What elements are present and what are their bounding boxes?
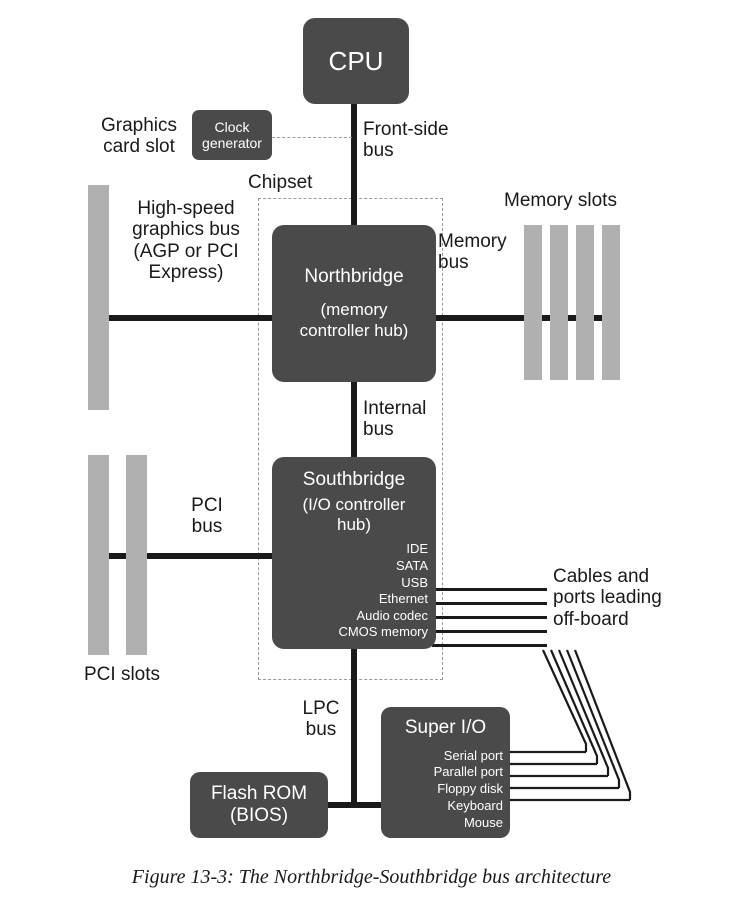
southbridge-port: Ethernet [378,591,428,607]
label-memory-bus [438,231,538,274]
label-line: PCI [191,495,223,516]
label-line: Cables and [553,566,650,587]
super-io-port: Floppy disk [437,781,503,797]
wire-lpc-bus-vertical [351,645,357,805]
cable-sb-5 [432,644,547,647]
super-io-port: Keyboard [447,798,503,814]
super-io-port-list [434,748,503,832]
graphics-card-slot [88,185,109,410]
wire-front-side-bus [351,100,357,232]
cable-sb-1 [432,588,547,591]
label-line: bus [191,516,223,538]
label-memory-slots [504,190,684,211]
flash-rom-label-line1: Flash ROM [210,783,308,804]
memory-slot-2 [550,225,568,380]
figure-caption: Figure 13-3: The Northbridge-Southbridge bus architecture [131,866,612,888]
super-io-port: Parallel port [433,764,503,780]
label-line: LPC [302,698,340,719]
clock-generator-block[interactable] [192,110,272,160]
label-high-speed-graphics-bus [110,198,262,283]
super-io-port: Serial port [443,747,503,763]
label-internal-bus [363,398,463,441]
wire-graphics-bus [98,315,280,321]
label-line: graphics bus [132,219,240,241]
cable-sb-3 [432,616,547,619]
southbridge-port: USB [401,574,428,590]
label-pci-bus [162,495,252,538]
southbridge-port: SATA [395,557,428,573]
pci-slot-1 [88,455,109,655]
label-line: High-speed [137,198,235,219]
memory-slot-4 [602,225,620,380]
cable-sb-2 [432,602,547,605]
northbridge-title: Northbridge [304,266,404,288]
southbridge-title: Southbridge [302,469,406,490]
southbridge-sub-line2: hub) [336,515,372,535]
memory-slot-3 [576,225,594,380]
super-io-block[interactable] [381,707,510,838]
label-line: Memory slots [504,190,617,211]
southbridge-port: Audio codec [356,607,428,623]
cpu-block[interactable] [303,18,409,104]
northbridge-block[interactable] [272,225,436,382]
label-line: bus [363,140,394,162]
clock-generator-label-line2: generator [202,135,262,151]
northbridge-sub-line1: (memory [320,300,388,320]
super-io-port: Mouse [463,815,503,831]
southbridge-sub-line1: (I/O controller [302,495,406,514]
southbridge-port-list [338,541,428,641]
label-pci-slots [84,664,224,685]
label-graphics-card-slot [74,115,204,158]
label-line: PCI slots [84,664,161,685]
label-chipset [248,172,348,193]
label-line: off-board [553,608,629,630]
northbridge-sub-line2: controller hub) [299,320,409,340]
label-line: bus [305,719,337,741]
cpu-label: CPU [328,45,384,76]
label-line: Memory [438,231,507,252]
label-line: bus [438,252,469,274]
flash-rom-label-line2: (BIOS) [229,805,289,826]
southbridge-port: IDE [406,541,428,557]
label-line: Express) [148,261,224,283]
label-line: bus [363,419,394,441]
pci-slot-2 [126,455,147,655]
flash-rom-block[interactable] [190,772,328,838]
wire-internal-bus [351,378,357,464]
label-line: Front-side [363,119,449,140]
label-line: Graphics [100,115,178,136]
label-line: Chipset [248,172,313,193]
clock-generator-label-line1: Clock [214,118,250,135]
southbridge-port: CMOS memory [338,624,428,640]
super-io-title: Super I/O [404,717,487,738]
clock-generator-connector [272,137,352,138]
label-lpc-bus [292,698,350,741]
label-line: card slot [103,136,175,158]
cable-sb-4 [432,630,547,633]
label-front-side-bus [363,119,493,162]
label-line: Internal [363,398,427,419]
southbridge-block[interactable] [272,457,436,649]
label-cables-and-ports [553,566,733,630]
label-line: (AGP or PCI [133,240,239,262]
label-line: ports leading [553,587,662,609]
